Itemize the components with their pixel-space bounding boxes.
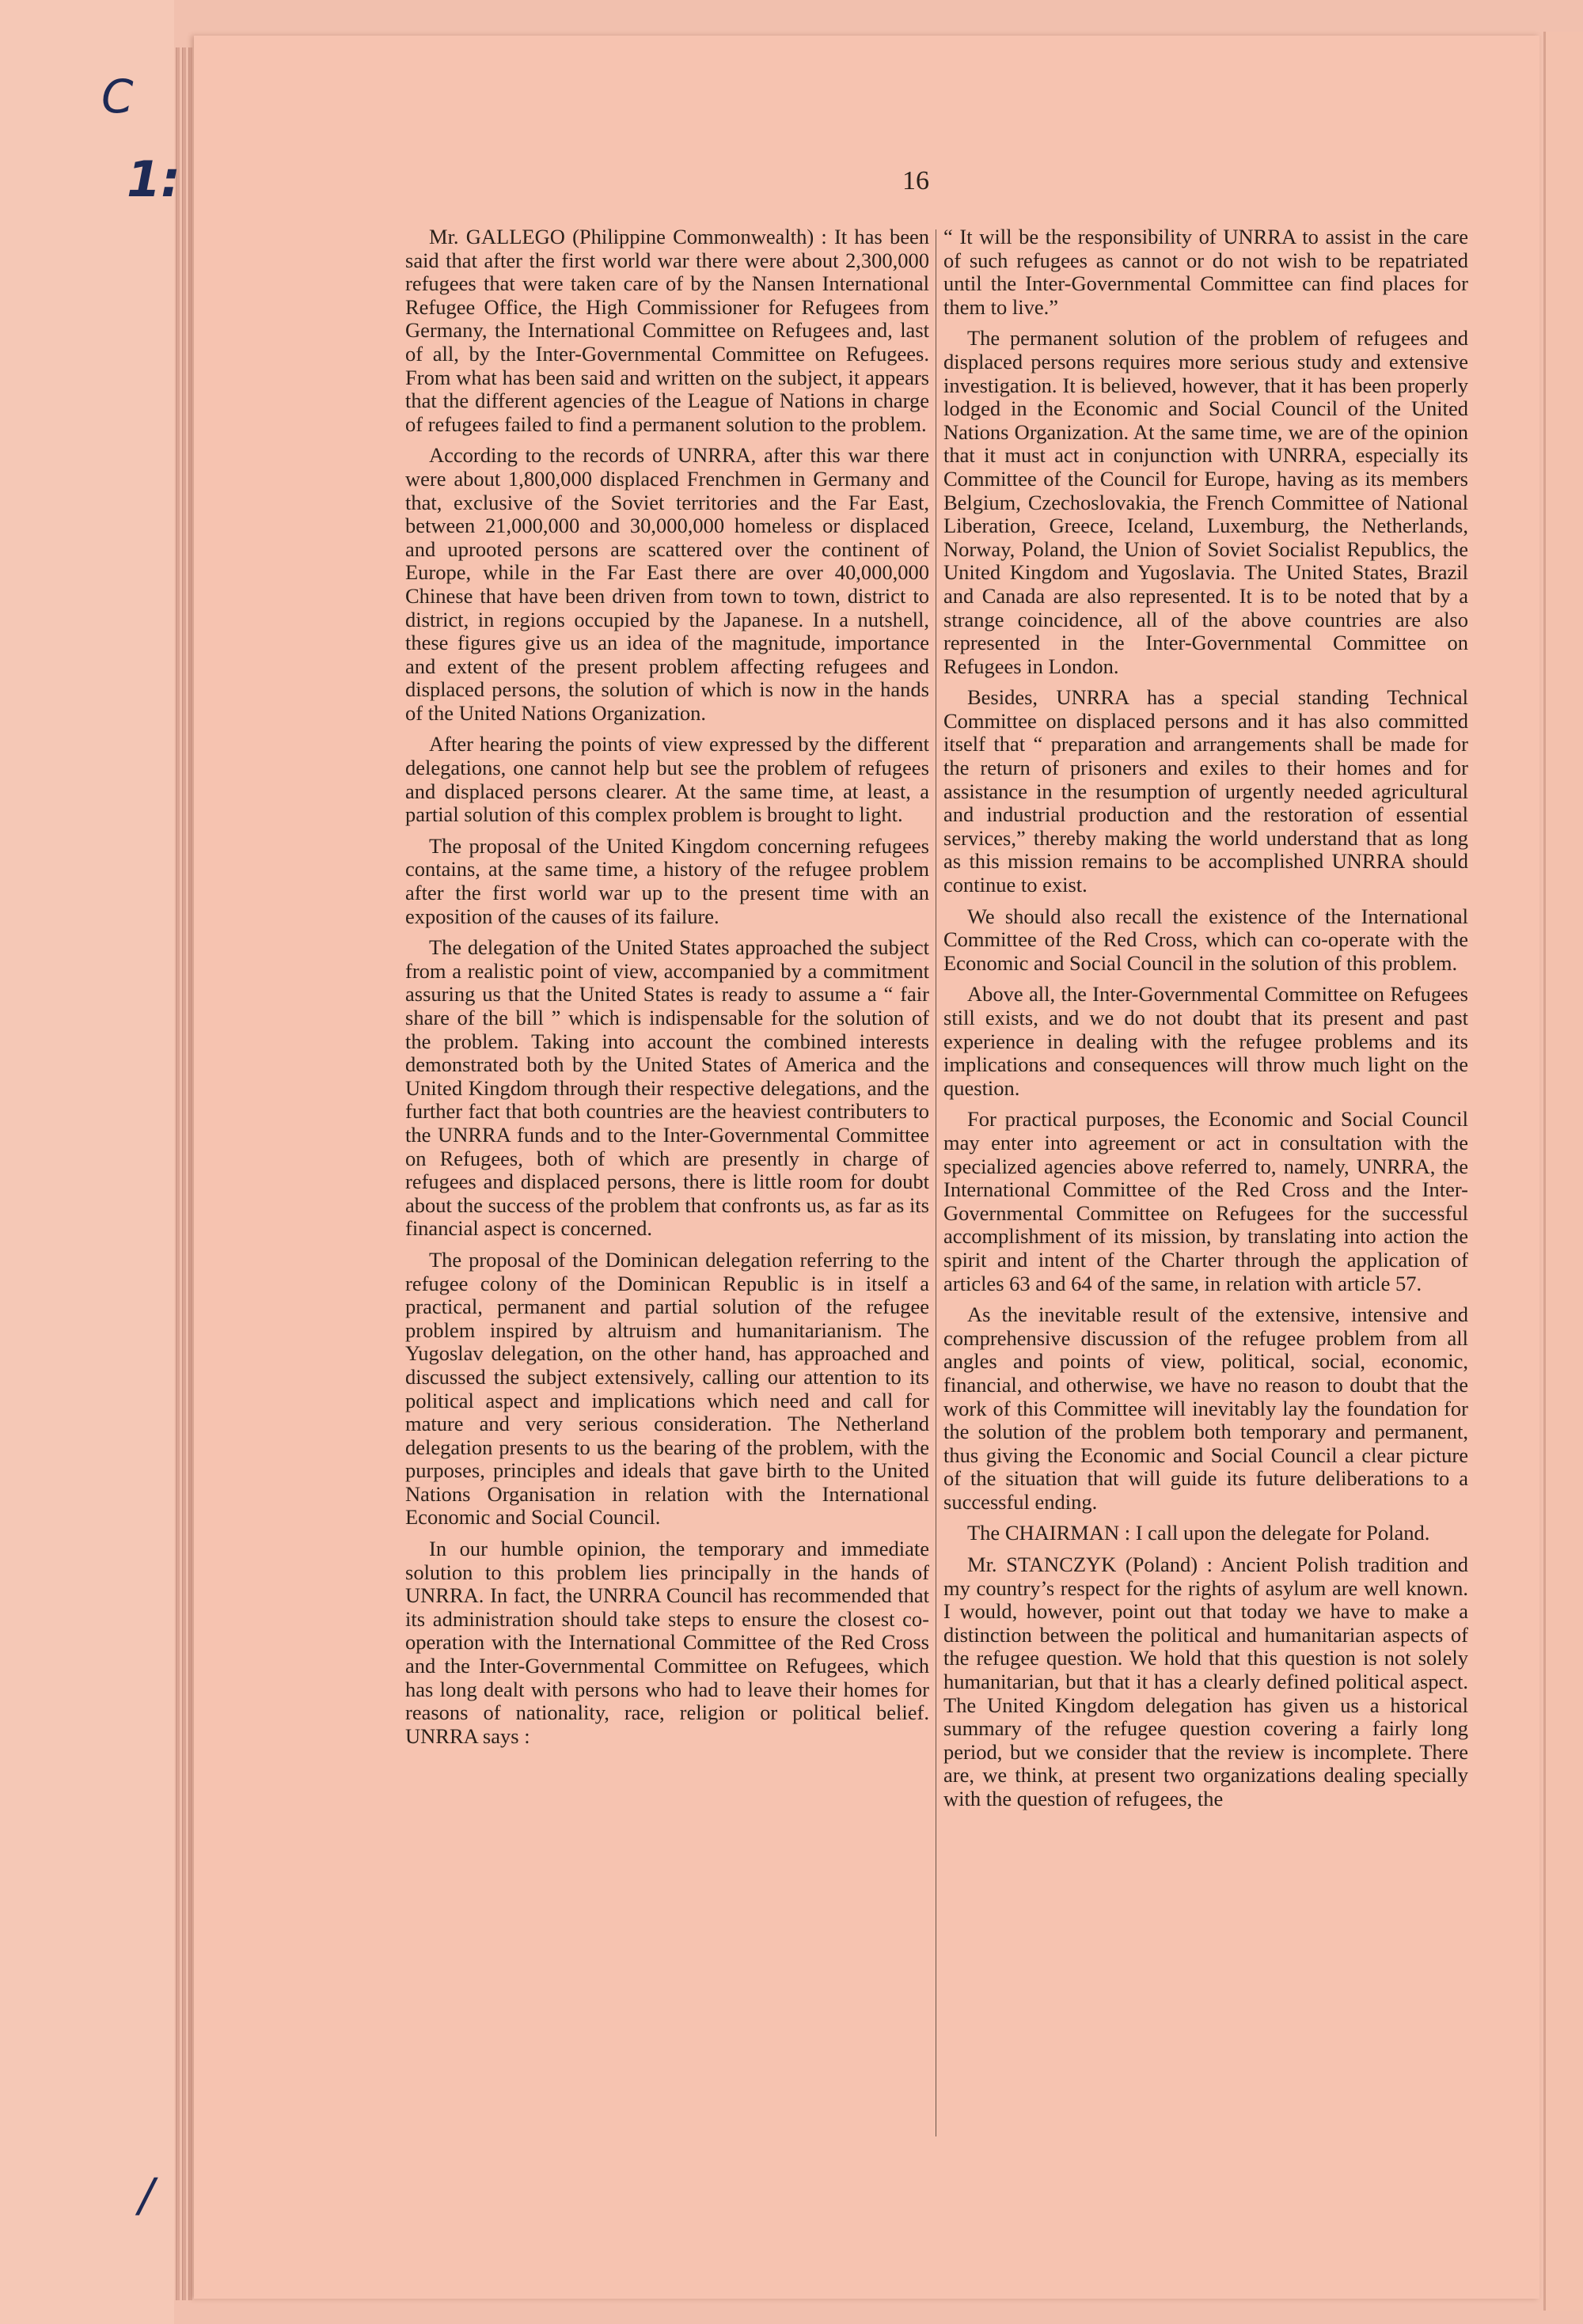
paragraph: The proposal of the United Kingdom concerning refugees contains, at the same time, a history of the refugee problem after the first world war up to the present time with an exposition of the causes of its failure. (405, 833, 929, 928)
paragraph: Above all, the Inter-Governmental Committee on Refugees still exists, and we do not doubt that its present and past experience in dealing with the refugee problems and its implications and consequences will throw much light on the question. (943, 982, 1468, 1100)
page-number: 16 (902, 166, 929, 195)
paragraph: As the inevitable result of the extensive, intensive and comprehensive discussion of the refugee problem from all angles and points of view, political, social, economic, financial, and otherwise, we have no reason to doubt that the work of this Committee will inevitably lay the foundation for the solution of the problem both temporary and permanent, thus giving the Economic and Social Council a clear picture of the situation that will guide its future deliberations to a successful ending. (943, 1302, 1468, 1514)
right-column (943, 226, 1468, 1819)
paragraph: In our humble opinion, the temporary and immediate solution to this problem lies principally in the hands of UNRRA. In fact, the UNRRA Council has recommended that its administration should take steps to ensure the closest co-operation with the International Committee of the Red Cross and the Inter-Governmental Committee on Refugees, which has long dealt with persons who had to leave their homes for reasons of nationality, race, religion or political belief. UNRRA says : (405, 1537, 929, 1748)
page-edge (182, 47, 186, 2300)
paragraph: We should also recall the existence of the International Committee of the Red Cross, which can co-operate with the Economic and Social Council in the solution of this problem. (943, 904, 1468, 975)
paragraph: Mr. GALLEGO (Philippine Commonwealth) : It has been said that after the first world war there were about 2,300,000 refugees that were taken care of by the Nansen International Refugee Office, the High Commissioner for Refugees from Germany, the International Committee on Refugees and, last of all, by the Inter-Governmental Committee on Refugees. From what has been said and written on the subject, it appears that the different agencies of the League of Nations in charge of refugees failed to find a permanent solution to the problem. (405, 225, 929, 436)
paragraph: “ It will be the responsibility of UNRRA to assist in the care of such refugees as cannot or do not wish to be repatriated until the Inter-Governmental Committee can find places for them to live.” (943, 225, 1468, 319)
page-edge (188, 47, 192, 2300)
paragraph: According to the records of UNRRA, after this war there were about 1,800,000 displaced Frenchmen in Germany and that, exclusive of the Soviet territories and the Far East, between 21,000,000 and 30,000,000 homeless or displaced and uprooted persons are scattered over the continent of Europe, while in the Far East there are over 40,000,000 Chinese that have been driven from town to town, district to district, in regions occupied by the Japanese. In a nutshell, these figures give us an idea of the magnitude, importance and extent of the present problem affecting refugees and displaced persons, the solution of which is now in the hands of the United Nations Organization. (405, 443, 929, 725)
paragraph: The proposal of the Dominican delegation referring to the refugee colony of the Dominican Republic is in itself a practical, permanent and partial solution of the refugee problem inspired by altruism and humanitarianism. The Yugoslav delegation, on the other hand, has approached and discussed the subject extensively, calling our attention to its political aspect and implications which need and call for mature and very serious consideration. The Netherland delegation presents to us the bearing of the problem, with the purposes, principles and ideals that gave birth to the United Nations Organisation in relation with the International Economic and Social Council. (405, 1247, 929, 1530)
handwritten-mark-bottom: / (139, 2168, 154, 2222)
left-column (405, 226, 929, 1756)
next-page-edge (1543, 32, 1583, 2311)
paragraph: After hearing the points of view expressed by the different delegations, one cannot help but see the problem of refugees and displaced persons clearer. At the same time, at least, a partial solution of this complex problem is brought to light. (405, 732, 929, 827)
paragraph: For practical purposes, the Economic and Social Council may enter into agreement or act in consultation with the specialized agencies above referred to, namely, UNRRA, the International Committee of the Red Cross and the Inter-Governmental Committee on Refugees for the successful accomplishment of its mission, by translating into action the spirit and intent of the Charter through the application of articles 63 and 64 of the same, in relation with article 57. (943, 1107, 1468, 1295)
left-margin-strip (0, 0, 174, 2324)
paragraph: The CHAIRMAN : I call upon the delegate for Poland. (967, 1521, 1430, 1545)
handwritten-letter: C (101, 70, 134, 123)
handwritten-mark: 1: (127, 150, 180, 208)
page-edge (176, 47, 180, 2300)
paragraph: Besides, UNRRA has a special standing Technical Committee on displaced persons and it has also committed itself that “ preparation and arrangements shall be made for the return of prisoners and exiles to their homes and for assistance in the resumption of urgently needed agricultural and industrial production and the restoration of essential services,” thereby making the world understand that as long as this mission remains to be accomplished UNRRA should continue to exist. (943, 685, 1468, 897)
paragraph: The permanent solution of the problem of refugees and displaced persons requires more serious study and extensive investigation. It is believed, however, that it has been properly lodged in the Economic and Social Council of the United Nations Organization. At the same time, we are of the opinion that it must act in conjunction with UNRRA, especially its Committee of the Council for Europe, having as its members Belgium, Czechoslovakia, the French Committee of National Liberation, Greece, Iceland, Luxemburg, the Netherlands, Norway, Poland, the Union of Soviet Socialist Republics, the United Kingdom and Yugoslavia. The United States, Brazil and Canada are also represented. It is to be noted that by a strange coincidence, all of the above countries are also represented in the Inter-Governmental Committee on Refugees in London. (943, 326, 1468, 678)
paragraph: Mr. STANCZYK (Poland) : Ancient Polish tradition and my country’s respect for the rights of asylum are well known. I would, however, point out that today we have to make a distinction between the political and humanitarian aspects of the refugee question. We hold that this question is not solely humanitarian, but that it has a clearly defined political aspect. The United Kingdom delegation has given us a historical summary of the refugee question covering a fairly long period, but we consider that the review is incomplete. There are, we think, at present two organizations dealing specially with the question of refugees, the (943, 1552, 1468, 1810)
paragraph: The delegation of the United States approached the subject from a realistic point of view, accompanied by a commitment assuring us that the United States is ready to assume a “ fair share of the bill ” which is indispensable for the solution of the problem. Taking into account the combined interests demonstrated both by the United States of America and the United Kingdom through their respective delegations, and the further fact that both countries are the heaviest contributers to the UNRRA funds and to the Inter-Governmental Committee on Refugees, both of which are presently in charge of refugees and displaced persons, there is little room for doubt about the success of the problem that confronts us, as far as its financial aspect is concerned. (405, 935, 929, 1241)
